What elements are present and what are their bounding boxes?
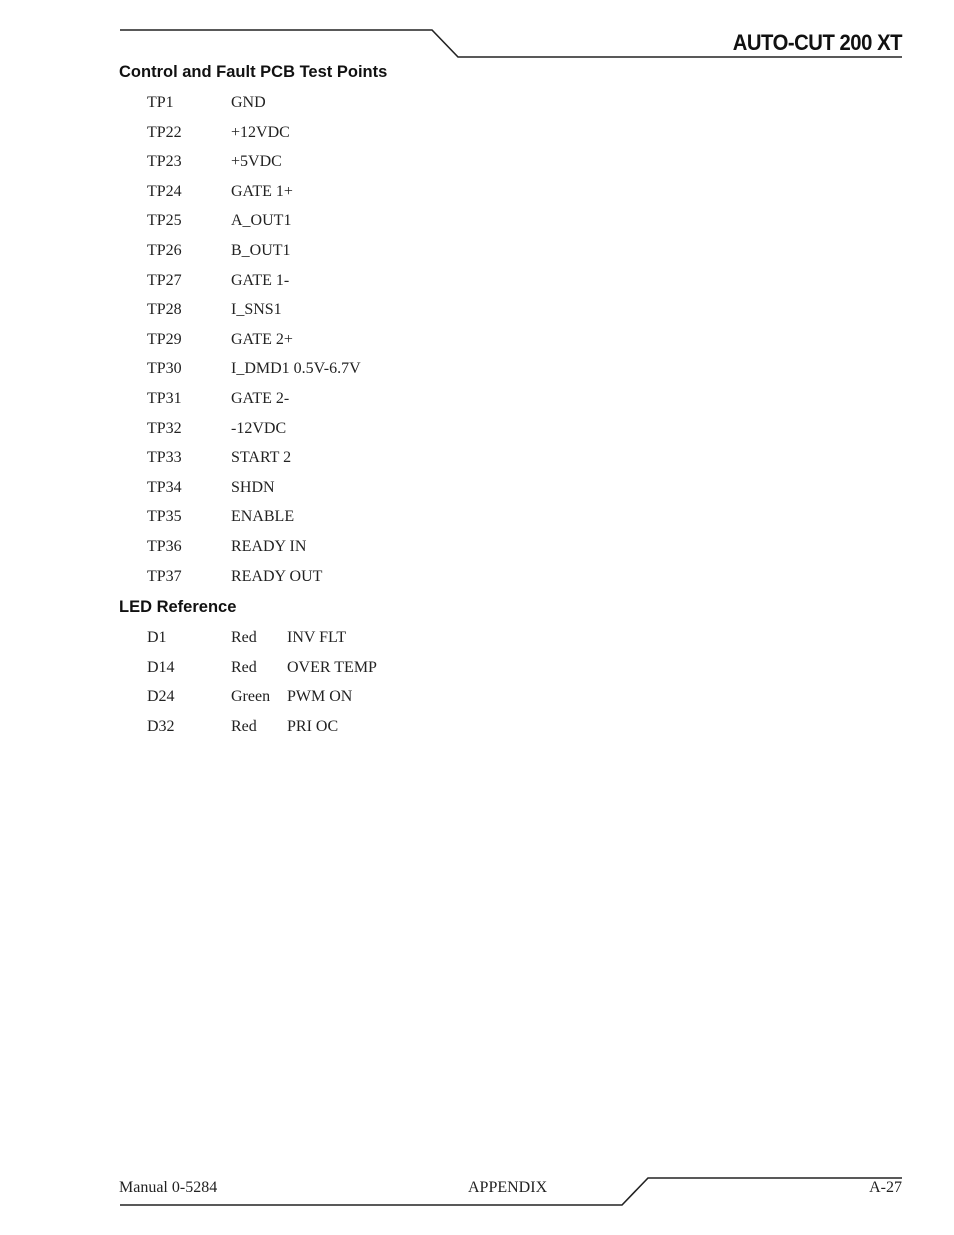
test-point-id: TP1	[147, 94, 174, 111]
led-reference-heading: LED Reference	[119, 598, 237, 616]
test-point-id: TP36	[147, 537, 182, 555]
led-id: D14	[147, 658, 175, 676]
test-point-id: TP25	[147, 212, 182, 230]
test-point-signal: ENABLE	[231, 508, 295, 526]
test-point-signal: GATE 1+	[231, 182, 293, 200]
led-function: PWM ON	[287, 688, 353, 706]
led-color: Red	[231, 717, 257, 735]
test-point-signal: I_SNS1	[231, 301, 282, 319]
led-id: D24	[147, 688, 175, 706]
test-point-id: TP31	[147, 389, 182, 407]
test-point-signal: GATE 2-	[231, 389, 290, 407]
led-function: INV FLT	[287, 629, 347, 646]
test-points-heading: Control and Fault PCB Test Points	[119, 63, 388, 81]
test-point-signal: +12VDC	[231, 123, 290, 141]
test-point-id: TP29	[147, 330, 182, 348]
test-point-id: TP26	[147, 241, 182, 259]
test-point-id: TP23	[147, 153, 182, 171]
led-id: D32	[147, 717, 175, 735]
test-point-signal: SHDN	[231, 478, 275, 496]
test-point-signal: READY OUT	[231, 567, 323, 585]
test-point-signal: -12VDC	[231, 419, 287, 437]
product-title: AUTO-CUT 200 XT	[732, 30, 902, 55]
test-point-id: TP35	[147, 508, 182, 526]
led-color: Red	[231, 629, 257, 646]
test-point-signal: GATE 2+	[231, 330, 293, 348]
test-point-signal: +5VDC	[231, 153, 282, 171]
test-point-signal: B_OUT1	[231, 241, 291, 259]
led-function: PRI OC	[287, 717, 339, 735]
led-id: D1	[147, 629, 167, 646]
test-point-id: TP32	[147, 419, 182, 437]
footer-section-name: APPENDIX	[468, 1179, 548, 1196]
test-point-id: TP37	[147, 567, 182, 585]
test-point-id: TP30	[147, 360, 182, 378]
test-point-signal: GND	[231, 94, 266, 111]
led-function: OVER TEMP	[287, 658, 377, 676]
footer-page-number: A-27	[869, 1179, 902, 1196]
test-point-id: TP22	[147, 123, 182, 141]
footer-manual-number: Manual 0-5284	[119, 1179, 218, 1196]
test-point-signal: A_OUT1	[231, 212, 292, 230]
led-color: Red	[231, 658, 257, 676]
test-point-id: TP33	[147, 449, 182, 467]
test-point-signal: I_DMD1 0.5V-6.7V	[231, 360, 361, 378]
test-point-id: TP34	[147, 478, 182, 496]
led-color: Green	[231, 688, 271, 706]
test-point-id: TP28	[147, 301, 182, 319]
test-point-id: TP24	[147, 182, 182, 200]
test-point-signal: GATE 1-	[231, 271, 290, 289]
test-point-id: TP27	[147, 271, 182, 289]
test-point-signal: READY IN	[231, 537, 307, 555]
test-point-signal: START 2	[231, 449, 292, 467]
